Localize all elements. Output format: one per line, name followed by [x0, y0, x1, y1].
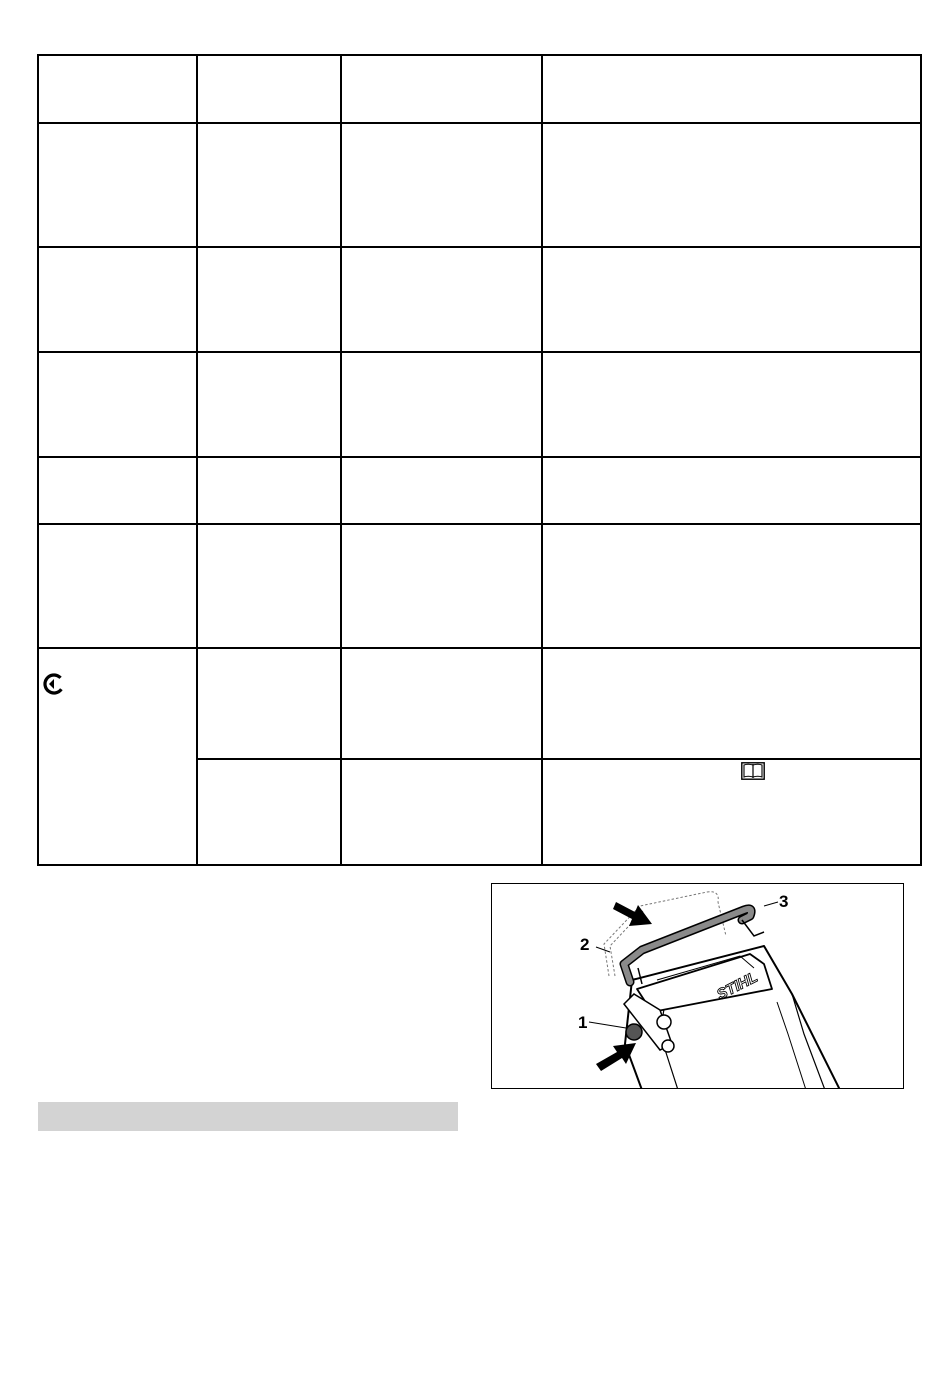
book-icon: [741, 762, 765, 780]
table-cell: [197, 759, 341, 865]
table-cell: [341, 457, 542, 524]
callout-1: 1: [578, 1013, 588, 1032]
table-row: [38, 524, 921, 648]
table-cell: [341, 524, 542, 648]
table-cell: [38, 55, 197, 123]
table-cell: [38, 123, 197, 247]
info-table: [37, 54, 922, 866]
table-cell: [542, 759, 921, 865]
mower-handle-illustration: [492, 884, 904, 1089]
table-cell: [341, 759, 542, 865]
table-cell: [542, 55, 921, 123]
table-cell: [38, 457, 197, 524]
handle-figure: [491, 883, 904, 1089]
table-cell: [38, 352, 197, 457]
table-cell: [341, 247, 542, 352]
table-cell: [197, 123, 341, 247]
table-cell: [542, 457, 921, 524]
table-cell: [38, 648, 197, 865]
callout-2: 2: [580, 935, 590, 954]
table-cell: [38, 524, 197, 648]
arrow-icon: [613, 902, 652, 926]
table-cell: [197, 55, 341, 123]
table-cell: [38, 247, 197, 352]
table-row: [38, 457, 921, 524]
table-cell: [197, 648, 341, 759]
table-cell: [542, 352, 921, 457]
control-dial-icon: [43, 673, 65, 695]
table-cell: [197, 247, 341, 352]
table-cell: [542, 648, 921, 759]
table-row: [38, 247, 921, 352]
table-cell: [197, 457, 341, 524]
section-heading-bar: [38, 1102, 458, 1131]
table-header-row: [38, 55, 921, 123]
table-cell: [341, 55, 542, 123]
table-row: [38, 123, 921, 247]
table-cell: [197, 352, 341, 457]
stihl-logo: STIHL: [714, 968, 761, 1004]
table-cell: [341, 648, 542, 759]
callout-3: 3: [779, 892, 789, 911]
table-cell: [542, 123, 921, 247]
table-cell: [542, 247, 921, 352]
table-cell: [341, 123, 542, 247]
table-row: [38, 352, 921, 457]
table-cell: [542, 524, 921, 648]
table-row: [38, 648, 921, 759]
table-cell: [197, 524, 341, 648]
table-cell: [341, 352, 542, 457]
